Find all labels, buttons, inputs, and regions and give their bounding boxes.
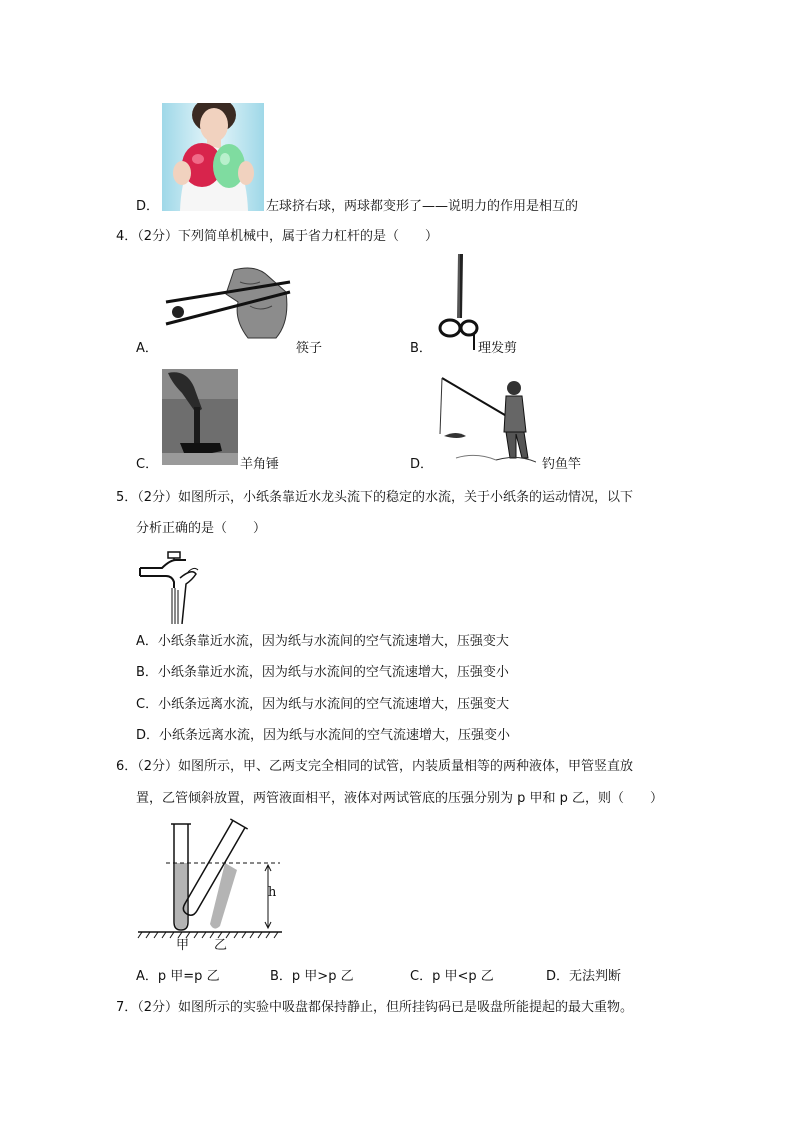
q6-option-c: C．p 甲<p 乙 (410, 969, 494, 984)
q3-option-d-text: 左球挤右球，两球都变形了——说明力的作用是相互的 (266, 199, 579, 214)
fishing-rod-image (436, 374, 536, 466)
q7-stem: 7．（2分）如图所示的实验中吸盘都保持静止，但所挂钩码已是吸盘所能提起的最大重物。 (116, 1000, 634, 1015)
faucet-water-paper-figure (136, 548, 202, 624)
q4-option-a-letter: A． (136, 341, 158, 356)
q4-stem: 4．（2分）下列简单机械中，属于省力杠杆的是（ ） (116, 229, 439, 244)
q5-option-d: D．小纸条远离水流，因为纸与水流间的空气流速增大，压强变小 (136, 728, 511, 743)
scissors-image (436, 252, 480, 352)
q6-h-label: h (268, 885, 277, 900)
q5-option-a: A．小纸条靠近水流，因为纸与水流间的空气流速增大，压强变大 (136, 634, 509, 649)
q6-option-a: A．p 甲=p 乙 (136, 969, 220, 984)
test-tubes-figure (136, 818, 286, 958)
q4-option-b-label: 理发剪 (478, 341, 518, 356)
q6-tube-jia-label: 甲 (176, 938, 190, 953)
q5-option-c: C．小纸条远离水流，因为纸与水流间的空气流速增大，压强变大 (136, 697, 510, 712)
q6-stem-line1: 6．（2分）如图所示，甲、乙两支完全相同的试管，内装质量相等的两种液体，甲管竖直放 (116, 759, 634, 774)
q5-option-b: B．小纸条靠近水流，因为纸与水流间的空气流速增大，压强变小 (136, 665, 509, 680)
q4-option-a-label: 筷子 (296, 341, 323, 356)
q4-option-d-label: 钓鱼竿 (542, 457, 582, 472)
chopsticks-image (164, 262, 292, 342)
q4-option-c-label: 羊角锤 (240, 457, 280, 472)
q4-option-c-letter: C． (136, 457, 159, 472)
q4-option-b-letter: B． (410, 341, 432, 356)
q5-stem-line1: 5．（2分）如图所示，小纸条靠近水龙头流下的稳定的水流，关于小纸条的运动情况，以下 (116, 490, 634, 505)
q6-option-d: D．无法判断 (546, 969, 622, 984)
q3-option-d-letter: D． (136, 199, 160, 214)
q4-option-d-letter: D． (410, 457, 434, 472)
q5-stem-line2: 分析正确的是（ ） (136, 521, 267, 536)
q6-tube-yi-label: 乙 (214, 938, 228, 953)
q6-stem-line2: 置，乙管倾斜放置，两管液面相平，液体对两试管底的压强分别为 p 甲和 p 乙，则（ ） (136, 791, 664, 806)
girl-balloons-photo (162, 103, 264, 211)
claw-hammer-photo (162, 369, 238, 465)
q6-option-b: B．p 甲>p 乙 (270, 969, 354, 984)
